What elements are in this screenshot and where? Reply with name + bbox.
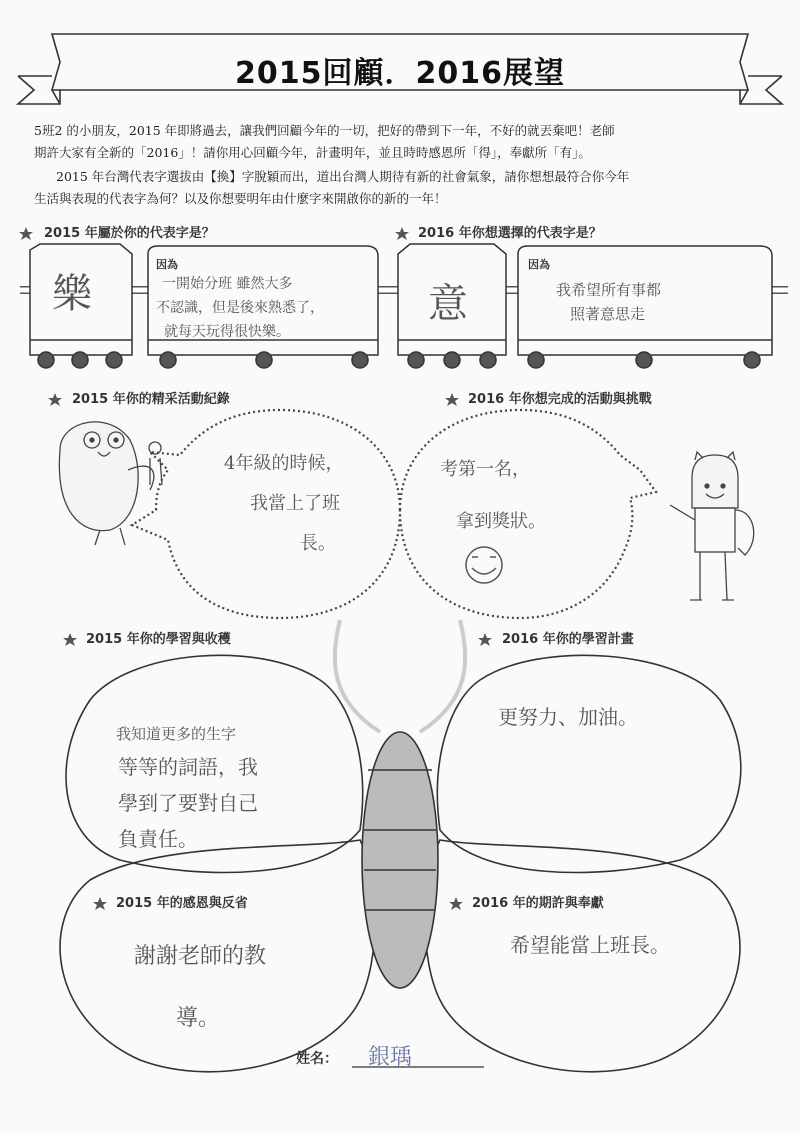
intro-line-2: 期許大家有全新的「2016」！請你用心回顧今年，計畫明年，並且時時感恩所「得」，奉獻所「有」。	[34, 145, 591, 160]
smiley-face-icon	[466, 547, 502, 583]
page-title: 2015回顧．2016展望	[235, 56, 565, 91]
section-plan-2016: 2016 年你的學習計畫	[502, 632, 634, 647]
because-label-2015: 因為	[156, 258, 178, 271]
answer-learning-line4: 負責任。	[118, 827, 198, 851]
answer-challenge-line2: 拿到獎狀。	[456, 511, 546, 532]
name-value[interactable]: 銀瑀	[368, 1045, 413, 1070]
section-challenge-2016: 2016 年你想完成的活動與挑戰	[468, 392, 652, 407]
section-learning-2015: 2015 年你的學習與收穫	[86, 632, 231, 647]
section-thanks-2015: 2015 年的感恩與反省	[116, 896, 248, 911]
answer-challenge-line1: 考第一名，	[440, 459, 530, 480]
jake-dog-cartoon	[59, 422, 162, 545]
answer-learning-line3: 學到了要對自己	[118, 791, 258, 815]
finn-human-cartoon	[670, 452, 754, 600]
section-word-2016: 2016 年你想選擇的代表字是？	[418, 226, 602, 241]
answer-reason-2016-line1: 我希望所有事都	[556, 281, 662, 299]
name-label: 姓名：	[296, 1051, 338, 1067]
intro-line-1: 5班2 的小朋友，2015 年即將過去，讓我們回顧今年的一切，把好的帶到下一年，不好的就丟棄吧！老師	[34, 123, 615, 138]
section-word-2015: 2015 年屬於你的代表字是？	[44, 226, 215, 241]
answer-highlight-line2: 我當上了班	[250, 493, 340, 514]
answer-word-2016: 意	[428, 281, 468, 327]
answer-thanks-line2: 導。	[176, 1006, 221, 1031]
because-label-2016: 因為	[528, 258, 550, 271]
answer-highlight-line1: 4年級的時候，	[224, 453, 344, 474]
answer-word-2015: 樂	[52, 271, 92, 317]
answer-reason-2015-line3: 就每天玩得很快樂。	[164, 324, 290, 340]
section-hope-2016: 2016 年的期許與奉獻	[472, 896, 604, 911]
answer-hope-2016: 希望能當上班長。	[510, 933, 670, 957]
answer-reason-2016-line2: 照著意思走	[570, 305, 646, 323]
speech-bubbles	[132, 410, 656, 618]
intro-line-3: 2015 年台灣代表字選拔由【換】字脫穎而出，道出台灣人期待有新的社會氣象，請你想想最符合你今年	[56, 169, 630, 184]
intro-line-4: 生活與表現的代表字為何？以及你想要明年由什麼字來開啟你的新的一年！	[34, 191, 447, 206]
answer-thanks-line1: 謝謝老師的教	[134, 944, 267, 969]
answer-plan-2016: 更努力、加油。	[498, 705, 638, 729]
butterfly-body	[362, 732, 438, 988]
answer-learning-line2: 等等的詞語，我	[118, 755, 258, 779]
answer-reason-2015-line2: 不認識，但是後來熟悉了，	[156, 300, 324, 316]
section-highlight-2015: 2015 年你的精采活動紀錄	[72, 392, 230, 407]
answer-learning-line1: 我知道更多的生字	[116, 725, 237, 743]
answer-reason-2015-line1: 一開始分班 雖然大多	[162, 276, 293, 292]
answer-highlight-line3: 長。	[300, 533, 336, 554]
